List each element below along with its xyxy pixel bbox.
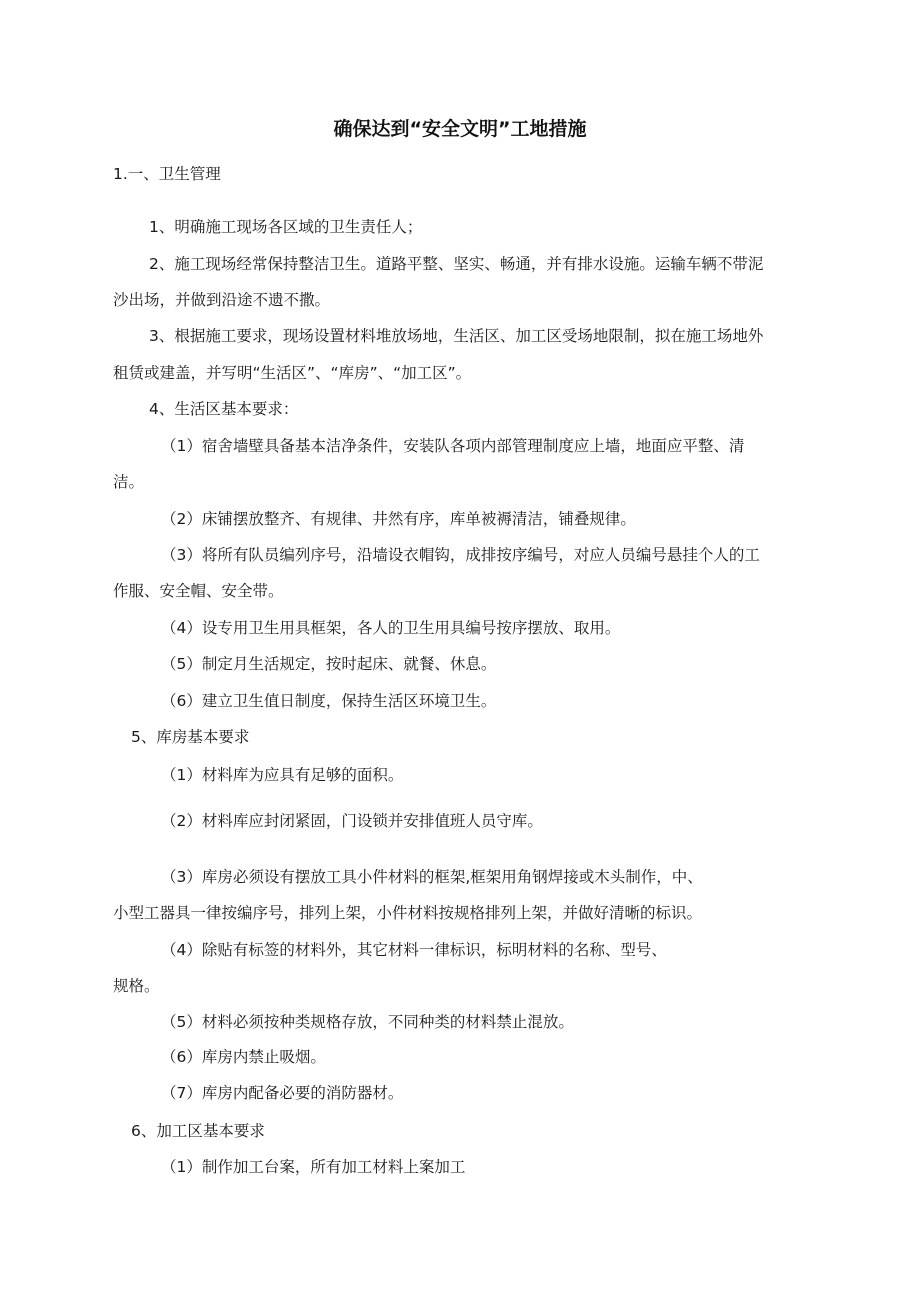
paragraph-3-line-2: 租赁或建盖，并写明“生活区”、“库房”、“加工区”。 bbox=[113, 364, 472, 382]
document-title: 确保达到“安全文明”工地措施 bbox=[333, 118, 587, 140]
item-4-1-line-1: （1）宿舍墙壁具备基本洁净条件，安装队各项内部管理制度应上墙，地面应平整、清 bbox=[161, 437, 745, 455]
section-heading-hygiene: 1.一、卫生管理 bbox=[113, 165, 221, 183]
item-5-4-line-2: 规格。 bbox=[113, 977, 160, 995]
paragraph-2-line-2: 沙出场，并做到沿途不遗不撒。 bbox=[113, 291, 331, 309]
item-4-1-line-2: 洁。 bbox=[113, 473, 145, 491]
item-4-2: （2）床铺摆放整齐、有规律、井然有序，库单被褥清洁，铺叠规律。 bbox=[161, 510, 636, 528]
item-4-3-line-2: 作服、安全帽、安全带。 bbox=[113, 582, 284, 600]
item-4-3-line-1: （3）将所有队员编列序号，沿墙设衣帽钩，成排按序编号，对应人员编号悬挂个人的工 bbox=[161, 546, 760, 564]
paragraph-5: 5、库房基本要求 bbox=[131, 728, 250, 746]
item-4-6: （6）建立卫生值日制度，保持生活区环境卫生。 bbox=[161, 692, 497, 710]
paragraph-6: 6、加工区基本要求 bbox=[131, 1122, 265, 1140]
paragraph-3-line-1: 3、根据施工要求，现场设置材料堆放场地，生活区、加工区受场地限制，拟在施工场地外 bbox=[149, 327, 764, 345]
item-5-7: （7）库房内配备必要的消防器材。 bbox=[161, 1084, 404, 1102]
item-5-4-line-1: （4）除贴有标签的材料外，其它材料一律标识，标明材料的名称、型号、 bbox=[161, 941, 667, 959]
item-4-5: （5）制定月生活规定，按时起床、就餐、休息。 bbox=[161, 655, 497, 673]
item-6-1: （1）制作加工台案，所有加工材料上案加工 bbox=[161, 1158, 466, 1176]
item-5-3-line-2: 小型工器具一律按编序号，排列上架，小件材料按规格排列上架，并做好清晰的标识。 bbox=[113, 904, 703, 922]
item-4-4: （4）设专用卫生用具框架，各人的卫生用具编号按序摆放、取用。 bbox=[161, 619, 621, 637]
item-5-6: （6）库房内禁止吸烟。 bbox=[161, 1048, 326, 1066]
paragraph-4: 4、生活区基本要求： bbox=[149, 400, 299, 418]
item-5-2: （2）材料库应封闭紧固，门设锁并安排值班人员守库。 bbox=[161, 812, 543, 830]
paragraph-2-line-1: 2、施工现场经常保持整洁卫生。道路平整、坚实、畅通，并有排水设施。运输车辆不带泥 bbox=[149, 255, 764, 273]
item-5-1: （1）材料库为应具有足够的面积。 bbox=[161, 766, 404, 784]
paragraph-1: 1、明确施工现场各区域的卫生责任人； bbox=[149, 218, 423, 236]
item-5-3-line-1: （3）库房必须设有摆放工具小件材料的框架,框架用角钢焊接或木头制作，中、 bbox=[161, 868, 703, 886]
item-5-5: （5）材料必须按种类规格存放，不同种类的材料禁止混放。 bbox=[161, 1013, 574, 1031]
